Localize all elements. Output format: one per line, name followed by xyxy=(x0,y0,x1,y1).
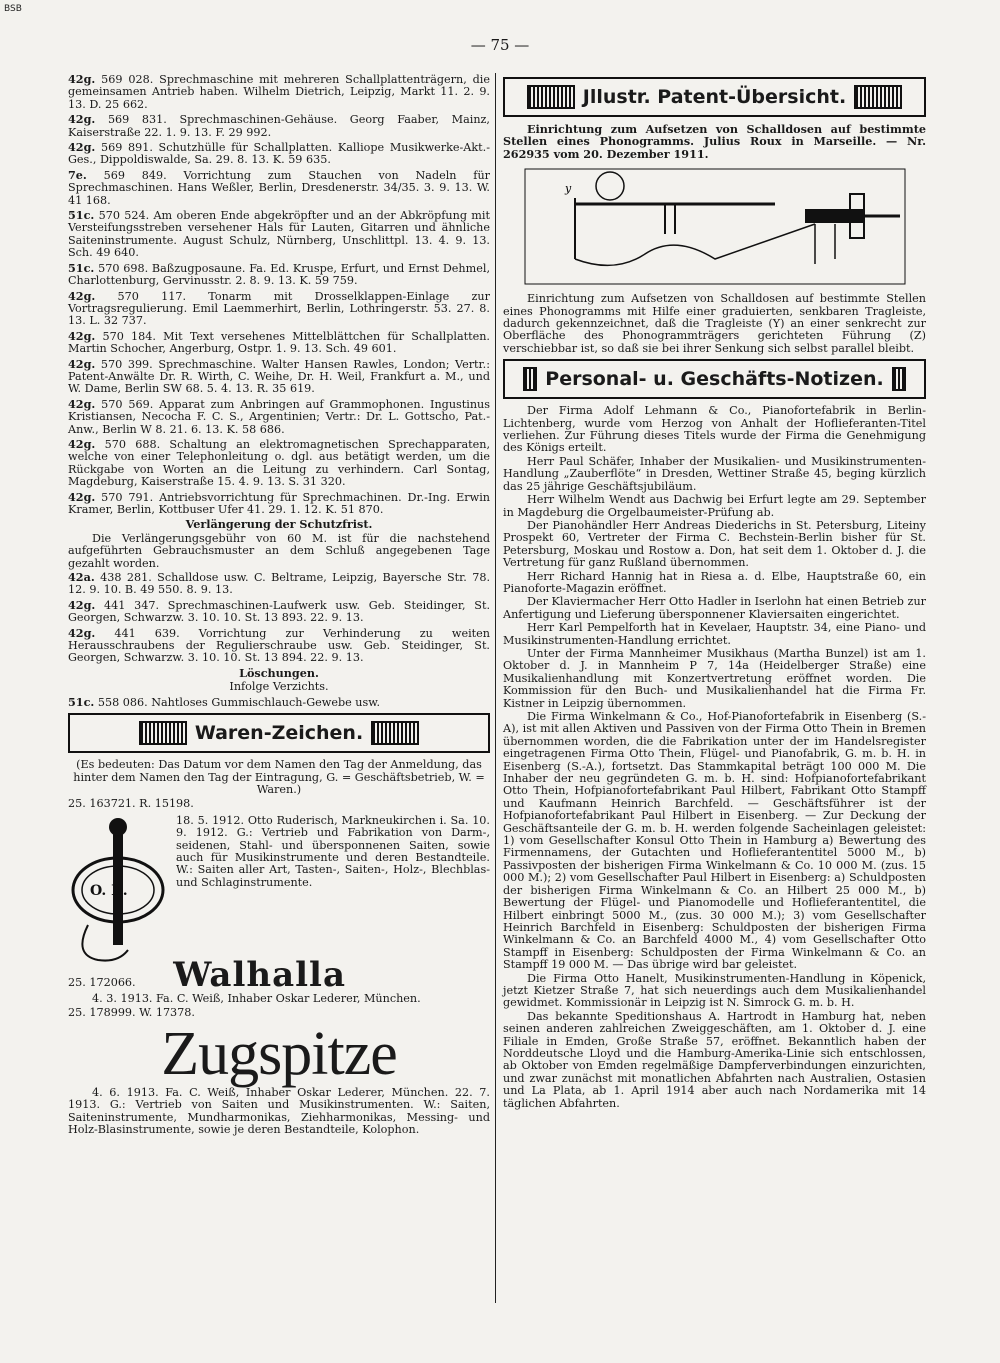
utility-model-list xyxy=(68,73,490,516)
trademark-2-text: 4. 3. 1913. Fa. C. Weiß, Inhaber Oskar Lederer, München. xyxy=(92,992,421,1006)
banner-ornament-icon xyxy=(371,721,419,745)
utility-model-entry: 42g. 569 028. Sprechmaschine mit mehreren Schallplattenträgern, die gemeinsamen Antrieb haben. Wilhelm Dietrich, Leipzig, Markt 11. 2. 9. 13. D. 25 662. xyxy=(68,72,490,111)
deletion-entry: 51c. 558 086. Nahtloses Gummischlauch-Gewebe usw. xyxy=(68,694,381,709)
watermark: BSB xyxy=(4,4,22,14)
deletions-heading: Löschungen. xyxy=(239,665,319,680)
extension-list xyxy=(68,571,490,665)
notice-paragraph: Der Klaviermacher Herr Otto Hadler in Iserlohn hat einen Betrieb zur Anfertigung und Lieferung übersponnener Klaviersaiten eingerichtet. xyxy=(503,595,926,621)
svg-text:y: y xyxy=(564,182,571,196)
patent-banner xyxy=(503,77,926,117)
utility-model-entry: 7e. 569 849. Vorrichtung zum Stauchen von Nadeln für Sprechmaschinen. Hans Weßler, Berlin, Dresdenerstr. 34/35. 3. 9. 13. W. 41 168. xyxy=(68,167,490,207)
waren-zeichen-title: Waren-Zeichen. xyxy=(194,721,364,744)
notice-paragraph: Der Pianohändler Herr Andreas Diederichs in St. Petersburg, Liteiny Prospekt 60, Vertreter der Firma C. Bechstein-Berlin bisher für St. Petersburg, Moskau und Rostow a. Don, hat seit dem 1. Oktober d. J. die Vertretung für ganz Rußland übernommen. xyxy=(503,518,926,570)
left-column xyxy=(68,73,490,1138)
personal-title: Personal- u. Geschäfts-Notizen. xyxy=(545,368,884,391)
notice-paragraph: Herr Richard Hannig hat in Riesa a. d. Elbe, Hauptstraße 60, ein Pianoforte-Magazin eröffnet. xyxy=(503,569,926,595)
utility-model-entry: 42g. 570 184. Mit Text versehenes Mittelblättchen für Schallplatten. Martin Schocher, Angerburg, Ostpr. 1. 9. 13. Sch. 49 601. xyxy=(68,328,490,356)
utility-model-entry: 51c. 570 698. Baßzugposaune. Fa. Ed. Kruspe, Erfurt, und Ernst Dehmel, Charlottenburg, Gervinusstr. 2. 8. 9. 13. K. 59 759. xyxy=(68,260,491,288)
utility-model-entry: 42g. 570 569. Apparat zum Anbringen auf Grammophonen. Ingustinus Kristiansen, Necocha F. C. S., Argentinien; Vertr.: Dr. L. Gottscho, Pat.-Anw., Berlin W 8. 21. 6. 13. K. 58 686. xyxy=(68,396,490,436)
notice-paragraph: Herr Wilhelm Wendt aus Dachwig bei Erfurt legte am 29. September in Magdeburg die Orgelbaumeister-Prüfung ab. xyxy=(503,493,926,519)
trademark-1 xyxy=(68,815,490,965)
patent-diagram-icon xyxy=(515,164,915,289)
personal-banner xyxy=(503,359,926,399)
banner-ornament-icon xyxy=(139,721,187,745)
utility-model-entry: 42g. 569 891. Schutzhülle für Schallplatten. Kalliope Musikwerke-Akt.-Ges., Dippoldiswalde, Sa. 29. 8. 13. K. 59 635. xyxy=(68,140,490,167)
trademark-2 xyxy=(68,954,490,995)
notice-paragraph: Das bekannte Speditionshaus A. Hartrodt in Hamburg hat, neben seinen anderen zahlreichen Zweiggeschäften, am 1. Oktober d. J. eine Filiale in Emden, Große Straße 57, eröffnet. Bekanntlich haben der Norddeutsche Lloyd und die Hamburg-Amerika-Linie sich entschlossen, ab Oktober von Emden regelmäßige Dampferverbindungen einzurichten, und zwar zunächst mit monatlichen Abfahrten nach Australien, Ostasien und La Plata, ab 1. April 1914 aber auch nach Nordamerika mit 14 täglichen Abfahrten. xyxy=(503,1009,926,1110)
notice-paragraph: Die Firma Otto Hanelt, Musikinstrumenten-Handlung in Köpenick, jetzt Kietzer Straße 7, hat sich neuerdings auch dem Musikalienhandel gewidmet. Kommissionär in Leipzig ist N. Simrock G. m. b. H. xyxy=(503,971,926,1010)
trademark-3-text: 4. 6. 1913. Fa. C. Weiß, Inhaber Oskar Lederer, München. 22. 7. 1913. G.: Vertrieb von Saiten und Musikinstrumenten. W.: Saiten, Saiteninstrumente, Mundharmonikas, Ziehharmonikas, Messing- und Holz-Blasinstrumente, sowie je deren Bestandteile, Kolophon. xyxy=(68,1085,490,1137)
notice-paragraph: Unter der Firma Mannheimer Musikhaus (Martha Bunzel) ist am 1. Oktober d. J. in Mannheim P 7, 14a (Heidelberger Straße) eine Musikalienhandlung mit Konzertvertretung eröffnet worden. Die Kommission für den Buch- und Musikalienhandel hat die Firma Fr. Kistner in Leipzig übernommen. xyxy=(503,646,926,710)
trademark-1-text: 18. 5. 1912. Otto Ruderisch, Markneukirchen i. Sa. 10. 9. 1912. G.: Vertrieb und Fabrikation von Darm-, seidenen, Stahl- und übersponnenen Saiten, sowie auch für Musikinstrumente und deren Bestandteile. W.: Saiten aller Art, Tasten-, Saiten-, Holz-, Blechblas- und Schlaginstrumente. xyxy=(176,813,490,889)
banner-ornament-icon xyxy=(854,85,902,109)
extension-intro: Die Verlängerungsgebühr von 60 M. ist für die nachstehend aufgeführten Gebrauchsmuster an dem Schluß angegebenen Tage gezahlt worden. xyxy=(68,531,490,570)
deletions-subheading: Infolge Verzichts. xyxy=(229,680,329,694)
zugspitze-wordmark: Zugspitze xyxy=(161,1019,397,1088)
trademark-3-head: 25. 178999. W. 17378. xyxy=(68,1005,195,1019)
notice-paragraph: Herr Karl Pempelforth hat in Kevelaer, Hauptstr. 34, eine Piano- und Musikinstrumenten-Handlung errichtet. xyxy=(503,621,926,647)
notice-paragraph: Der Firma Adolf Lehmann & Co., Pianofortefabrik in Berlin-Lichtenberg, wurde vom Herzog von Anhalt der Hoflieferanten-Titel verliehen. Zur Führung dieses Titels wurde der Firma die Genehmigung des Königs erteilt. xyxy=(503,404,926,455)
waren-note: (Es bedeuten: Das Datum vor dem Namen den Tag der Anmeldung, das hinter dem Namen den Tag der Eintragung, G. = Geschäftsbetrieb, W. = Waren.) xyxy=(73,758,485,796)
svg-text:O. R.: O. R. xyxy=(90,882,128,899)
patent-head: Einrichtung zum Aufsetzen von Schalldosen auf bestimmte Stellen eines Phonogramms. Julius Roux in Marseille. — Nr. 262935 vom 20. Dezember 1911. xyxy=(503,122,926,161)
utility-model-entry: 51c. 570 524. Am oberen Ende abgekröpfter und an der Abkröpfung mit Versteifungsstreben versehener Hals für Lauten, Gitarren und ähnliche Saiteninstrumente. August Schulz, Nürnberg, Unschlittpl. 13. 4. 9. 13. Sch. 49 640. xyxy=(68,208,490,260)
banner-ornament-icon xyxy=(527,85,575,109)
extension-entry: 42a. 438 281. Schalldose usw. C. Beltrame, Leipzig, Bayersche Str. 78. 12. 9. 10. B. 49 550. 8. 9. 13. xyxy=(68,570,490,597)
patent-title: Jllustr. Patent-Übersicht. xyxy=(582,85,847,108)
utility-model-entry: 42g. 570 688. Schaltung an elektromagnetischen Sprechapparaten, welche von einer Telephonleitung o. dgl. aus betätigt werden, um die Rückgabe von Worten an die Leitung zu verhindern. Carl Sontag, Magdeburg, Kaiserstraße 15. 4. 9. 13. S. 31 320. xyxy=(68,436,491,489)
banner-ornament-icon xyxy=(892,367,906,391)
trademark-1-head: 25. 163721. R. 15198. xyxy=(68,797,194,811)
extension-entry: 42g. 441 639. Vorrichtung zur Verhinderung zu weiten Herausschraubens der Regulierschraube usw. Geb. Steidinger, St. Georgen, Schwarzw. 3. 10. 10. St. 13 894. 22. 9. 13. xyxy=(68,625,490,665)
trademark-2-head: 25. 172066. xyxy=(68,975,136,989)
extension-heading: Verlängerung der Schutzfrist. xyxy=(185,517,373,532)
utility-model-entry: 42g. 570 117. Tonarm mit Drosselklappen-Einlage zur Vortragsregulierung. Emil Laemmerhirt, Berlin, Lothringerstr. 53. 27. 8. 13. L. 32 737. xyxy=(68,288,490,328)
utility-model-entry: 42g. 570 791. Antriebsvorrichtung für Sprechmachinen. Dr.-Ing. Erwin Kramer, Berlin, Kottbuser Ufer 41. 29. 1. 12. K. 51 870. xyxy=(68,489,490,516)
patent-description: Einrichtung zum Aufsetzen von Schalldosen auf bestimmte Stellen eines Phonogramms mit Hilfe einer graduierten, senkbaren Tragleiste, dadurch gekennzeichnet, daß die Tragleiste (Y) an einer senkrecht zur Oberfläche des Phonogrammträgers gerichteten Führung (Z) verschiebbar ist, so daß sie bei ihrer Senkung sich selbst parallel bleibt. xyxy=(503,292,926,355)
walhalla-wordmark: Walhalla xyxy=(173,954,346,995)
waren-zeichen-banner xyxy=(68,713,490,753)
extension-entry: 42g. 441 347. Sprechmaschinen-Laufwerk usw. Geb. Steidinger, St. Georgen, Schwarzw. 3. 10. 10. St. 13 893. 22. 9. 13. xyxy=(68,597,490,625)
column-rule xyxy=(495,73,496,1303)
ruderisch-logo-icon xyxy=(68,815,168,965)
page-number: — 75 — xyxy=(470,36,530,54)
utility-model-entry: 42g. 570 399. Sprechmaschine. Walter Hansen Rawles, London; Vertr.: Patent-Anwälte Dr. R. Wirth, C. Weihe, Dr. H. Weil, Frankfurt a. M., und W. Dame, Berlin SW 68. 5. 4. 13. R. 35 619. xyxy=(68,356,490,396)
banner-ornament-icon xyxy=(523,367,537,391)
utility-model-entry: 42g. 569 831. Sprechmaschinen-Gehäuse. Georg Faaber, Mainz, Kaiserstraße 22. 1. 9. 13. F. 29 992. xyxy=(68,112,490,139)
notice-paragraph: Die Firma Winkelmann & Co., Hof-Pianofortefabrik in Eisenberg (S.-A), ist mit allen Aktiven und Passiven von der Firma Otto Thein in Bremen übernommen worden, die die Fabrikation unter der im Handelsregister eingetragenen Firma Otto Thein, Flügel- und Pianofabrik, G. m. b. H. in Eisenberg (S.-A.), fortsetzt. Das Stammkapital beträgt 100 000 M. Die Inhaber der neu gegründeten G. m. b. H. sind: Hofpianofortefabrikant Otto Thein, Hofpianofortefabrikant Paul Hilbert, Fabrikant Otto Stampff und Kaufmann Heinrich Barchfeld. — Geschäftsführer ist der Hofpianofortefabrikant Paul Hilbert in Eisenberg. — Zur Deckung der Geschäftsanteile der G. m. b. H. werden folgende Sacheinlagen geleistet: 1) vom Gesellschafter Konsul Otto Thein in Hamburg a) Bewertung des Firmennamens, der Gutachten und Hoflieferantentitel 5000 M., b) Passivposten der bisherigen Firma Winkelmann & Co. 10 000 M. (zus. 15 000 M.); 2) vom Gesellschafter Paul Hilbert in Eisenberg: a) Schuldposten der bisherigen Firma Winkelmann & Co. an Hilbert 25 000 M., b) Bewertung der Flügel- und Pianomodelle und Hoflieferantentitel, die Hilbert einbringt 5000 M., (zus. 30 000 M.); 3) vom Gesellschafter Heinrich Barchfeld in Eisenberg: Schuldposten der bisherigen Firma Winkelmann & Co. an Barchfeld 4000 M., 4) vom Gesellschafter Otto Stampff in Eisenberg: Schuldposten der Firma Winkelmann & Co. an Stampff 19 000 M. — Das übrige wird bar geleistet. xyxy=(503,710,926,972)
notices-list xyxy=(503,405,926,1110)
right-column xyxy=(503,73,926,1111)
notice-paragraph: Herr Paul Schäfer, Inhaber der Musikalien- und Musikinstrumenten-Handlung „Zauberflöte“ in Dresden, Wettiner Straße 45, beging kürzlich das 25 jährige Geschäftsjubiläum. xyxy=(503,454,926,493)
